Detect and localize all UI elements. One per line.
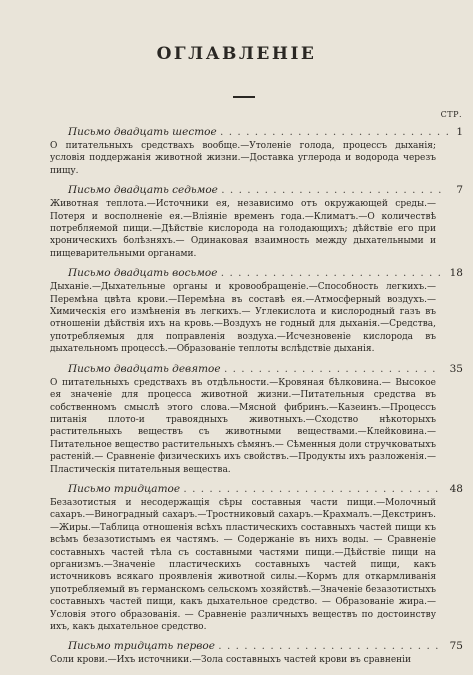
toc-entry xyxy=(48,266,463,355)
toc-entry-summary: О питательныхъ средствахъ вообще.—Утоленіе голода, процессъ дыханія; условія поддержанія животной жизни.—Доставка углерода и водорода черезъ пищу. xyxy=(50,141,436,176)
toc-entry-heading xyxy=(48,639,463,654)
toc-entry-heading xyxy=(48,183,463,198)
toc-entry-heading xyxy=(48,266,463,281)
dot-leader: . . . . . . . . . . . . . . . . . . . . . . . . . . . . . . xyxy=(183,482,440,495)
title-divider xyxy=(233,96,255,98)
toc-entry-summary: Соли крови.—Ихъ источники.—Зола составныхъ частей крови въ сравненіи xyxy=(50,655,412,666)
toc-entry-summary: О питательныхъ средствахъ въ отдѣльности.—Кровяная бѣлковина.— Высокое ея значеніе для процесса животной жизни.—Питательныя средства въ собственномъ смыслѣ этого слова.—Мясной фибринъ.—Казеинъ.—Процессъ питанія плото-и травоядныхъ животныхъ.—Сходство нѣкоторыхъ растительныхъ веществъ съ животными веществами.—Клейковина.—Питательное вещество растительныхъ сѣмянъ.— Сѣменныя доли стручковатыхъ растеній.— Сравненіе физическихъ ихъ свойствъ.—Продукты ихъ разложенія.—Пластическія питательныя вещества. xyxy=(50,377,436,475)
toc-entry-title: Письмо двадцать шестое xyxy=(68,126,217,138)
toc-entry-page: 18 xyxy=(449,267,463,280)
toc-entry-summary: Дыханіе.—Дыхательные органы и кровообращеніе.—Способность легкихъ.—Перемѣна цвѣта крови.—Перемѣна въ составѣ ея.—Атмосферный воздухъ.—Химическія его измѣненія въ легкихъ.— Углекислота и кислородный газъ въ отношеніи дѣйствія ихъ на кровь.—Воздухъ не годный для дыханія.—Средства, употребляемыя для поправленія воздуха.—Исчезновеніе кислорода въ дыхательномъ процессѣ.—Образованіе теплоты вслѣдствіе дыханія. xyxy=(50,282,436,355)
page-column-label: СТР. xyxy=(440,110,462,119)
table-of-contents xyxy=(48,125,463,675)
dot-leader: . . . . . . . . . . . . . . . . . . . . . . . . . . xyxy=(218,640,440,653)
toc-entry-title: Письмо двадцать седьмое xyxy=(68,184,218,197)
toc-entry-page: 7 xyxy=(456,184,463,197)
toc-entry-heading xyxy=(48,362,463,377)
toc-entry-title: Письмо тридцатое xyxy=(68,482,181,495)
toc-entry-page: 48 xyxy=(449,482,463,495)
toc-entry-summary: Животная теплота.—Источники ея, независимо отъ окружающей среды.—Потеря и восполненіе ея.—Вліяніе временъ года.—Климатъ.—О количествѣ потребляемой пищи.—Дѣйствіе кислорода на голодающихъ; дѣйствіе его при хроническихъ болѣзняхъ.— Одинаковая взаимность между дыхательными и пищеварительными органами. xyxy=(50,199,436,259)
toc-entry-title: Письмо тридцать первое xyxy=(68,640,215,653)
toc-entry-heading xyxy=(48,482,463,497)
toc-entry-page: 1 xyxy=(456,126,463,138)
dot-leader: . . . . . . . . . . . . . . . . . . . . . . . . . xyxy=(223,362,437,375)
toc-entry xyxy=(48,639,463,666)
toc-entry-title: Письмо двадцать восьмое xyxy=(68,267,218,280)
toc-entry-title: Письмо двадцать девятое xyxy=(68,362,221,375)
toc-entry xyxy=(48,482,463,633)
toc-entry xyxy=(48,183,463,260)
page-title: ОГЛАВЛЕНІЕ xyxy=(156,44,317,64)
toc-entry-heading xyxy=(48,125,463,140)
dot-leader: . . . . . . . . . . . . . . . . . . . . . . . . . . xyxy=(220,267,443,280)
toc-entry-page: 75 xyxy=(449,640,463,653)
toc-entry-summary: Безазотистыя и несодержащія сѣры составныя части пищи.—Молочный сахаръ.—Виноградный сахаръ.—Тростниковый сахаръ.—Крахмалъ.—Декстринъ.—Жиры.—Таблица отношенія всѣхъ пластическихъ составныхъ частей пищи къ всѣмъ безазотистымъ ея частямъ. — Содержаніе въ нихъ воды. — Сравненіе составныхъ частей тѣла съ составными частями пищи.—Дѣйствіе пищи на организмъ.—Значеніе пластическихъ составныхъ частей пищи, какъ источниковъ всякаго проявленія животной силы.—Кормъ для откармливанія употребляемый въ германскомъ сельскомъ хозяйствѣ.—Значеніе безазотистыхъ составныхъ частей пищи, какъ дыхательное средство. — Образованіе жира.— Условія этого образованія. — Сравненіе различныхъ веществъ по достоинству ихъ, какъ дыхательное средство. xyxy=(50,497,436,632)
dot-leader: . . . . . . . . . . . . . . . . . . . . . . . . . . . xyxy=(220,126,450,138)
toc-entry xyxy=(48,125,463,177)
dot-leader: . . . . . . . . . . . . . . . . . . . . . . . . . . xyxy=(221,184,443,197)
toc-entry xyxy=(48,362,463,476)
toc-entry-page: 35 xyxy=(449,362,463,375)
